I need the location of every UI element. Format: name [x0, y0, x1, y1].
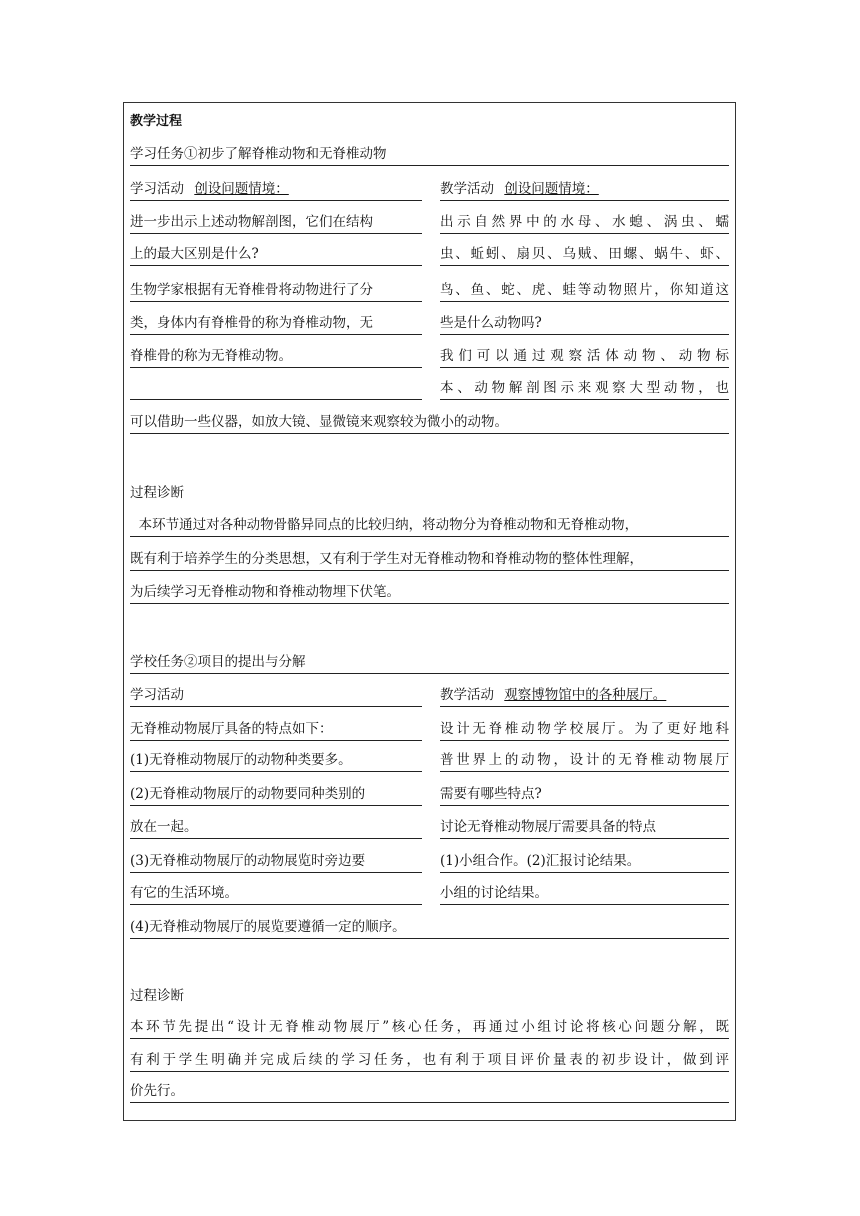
task1-learning-header — [130, 180, 422, 201]
diagnosis1-label: 过程诊断 — [130, 485, 184, 501]
task2-learning-line: (2)无脊椎动物展厅的动物要同种类别的 — [130, 785, 422, 806]
teaching-heading: 创设问题情境： — [504, 181, 599, 197]
task1-learning-line: 生物学家根据有无脊椎骨将动物进行了分 — [130, 281, 422, 302]
task2-learning-line: 有它的生活环境。 — [130, 884, 422, 905]
task1-teaching-header — [440, 180, 729, 201]
diagnosis1-line: 既有利于培养学生的分类思想，又有利于学生对无脊椎动物和脊椎动物的整体性理解， — [130, 550, 729, 571]
task2-learning-line: (1)无脊椎动物展厅的动物种类要多。 — [130, 751, 422, 772]
task1-learning-line: 进一步出示上述动物解剖图，它们在结构 — [130, 213, 422, 234]
task1-teaching-line: 虫、蚯蚓、扇贝、乌贼、田螺、蜗牛、虾、 — [440, 245, 729, 266]
task2-teaching-line: 需要有哪些特点? — [440, 785, 729, 806]
diagnosis2-line: 有利于学生明确并完成后续的学习任务，也有利于项目评价量表的初步设计，做到评 — [130, 1051, 729, 1072]
diagnosis2-label: 过程诊断 — [130, 988, 184, 1004]
task1-learning-line — [130, 379, 422, 400]
diagnosis1-line: 本环节通过对各种动物骨骼异同点的比较归纳，将动物分为脊椎动物和无脊椎动物， — [130, 516, 729, 537]
teaching-label: 教学活动 — [440, 181, 494, 197]
task2-teaching-line: 设计无脊椎动物学校展厅。为了更好地科 — [440, 720, 729, 741]
task1-learning-line: 类，身体内有脊椎骨的称为脊椎动物，无 — [130, 314, 422, 335]
learning-label: 学习活动 — [130, 181, 184, 197]
task1-learning-line: 脊椎骨的称为无脊椎动物。 — [130, 347, 422, 368]
task2-learning-line: 无脊椎动物展厅具备的特点如下： — [130, 720, 422, 741]
section-title: 教学过程 — [130, 114, 183, 129]
diagnosis2-line: 本环节先提出“设计无脊椎动物展厅”核心任务，再通过小组讨论将核心问题分解，既 — [130, 1018, 729, 1039]
task2-title: 学校任务②项目的提出与分解 — [130, 653, 729, 674]
task1-teaching-line: 我们可以通过观察活体动物、动物标 — [440, 347, 729, 368]
task2-teaching-header — [440, 686, 729, 707]
task2-learning-line: 放在一起。 — [130, 818, 422, 839]
task1-teaching-line: 些是什么动物吗? — [440, 314, 729, 335]
task2-learning-header: 学习活动 — [130, 686, 422, 707]
task1-learning-line: 上的最大区别是什么? — [130, 245, 422, 266]
task2-full-line: (4)无脊椎动物展厅的展览要遵循一定的顺序。 — [130, 918, 729, 939]
task2-learning-line: (3)无脊椎动物展厅的动物展览时旁边要 — [130, 852, 422, 873]
task2-teaching-line: 小组的讨论结果。 — [440, 884, 729, 905]
task2-teaching-line: (1)小组合作。(2)汇报讨论结果。 — [440, 852, 729, 873]
task1-full-line: 可以借助一些仪器，如放大镜、显微镜来观察较为微小的动物。 — [130, 413, 729, 434]
teaching-heading: 观察博物馆中的各种展厅。 — [504, 687, 667, 703]
task1-teaching-line: 本、动物解剖图示来观察大型动物，也 — [440, 379, 729, 400]
task1-teaching-line: 出示自然界中的水母、水螅、涡虫、蠕 — [440, 213, 729, 234]
diagnosis2-line: 价先行。 — [130, 1082, 729, 1103]
task2-teaching-line: 普世界上的动物，设计的无脊椎动物展厅 — [440, 751, 729, 772]
learning-heading: 创设问题情境： — [194, 181, 289, 197]
task1-teaching-line: 鸟、鱼、蛇、虎、蛙等动物照片，你知道这 — [440, 281, 729, 302]
teaching-label: 教学活动 — [440, 687, 494, 703]
task2-teaching-line: 讨论无脊椎动物展厅需要具备的特点 — [440, 818, 729, 839]
task1-title: 学习任务①初步了解脊椎动物和无脊椎动物 — [130, 145, 729, 166]
diagnosis1-line: 为后续学习无脊椎动物和脊椎动物埋下伏笔。 — [130, 583, 729, 604]
